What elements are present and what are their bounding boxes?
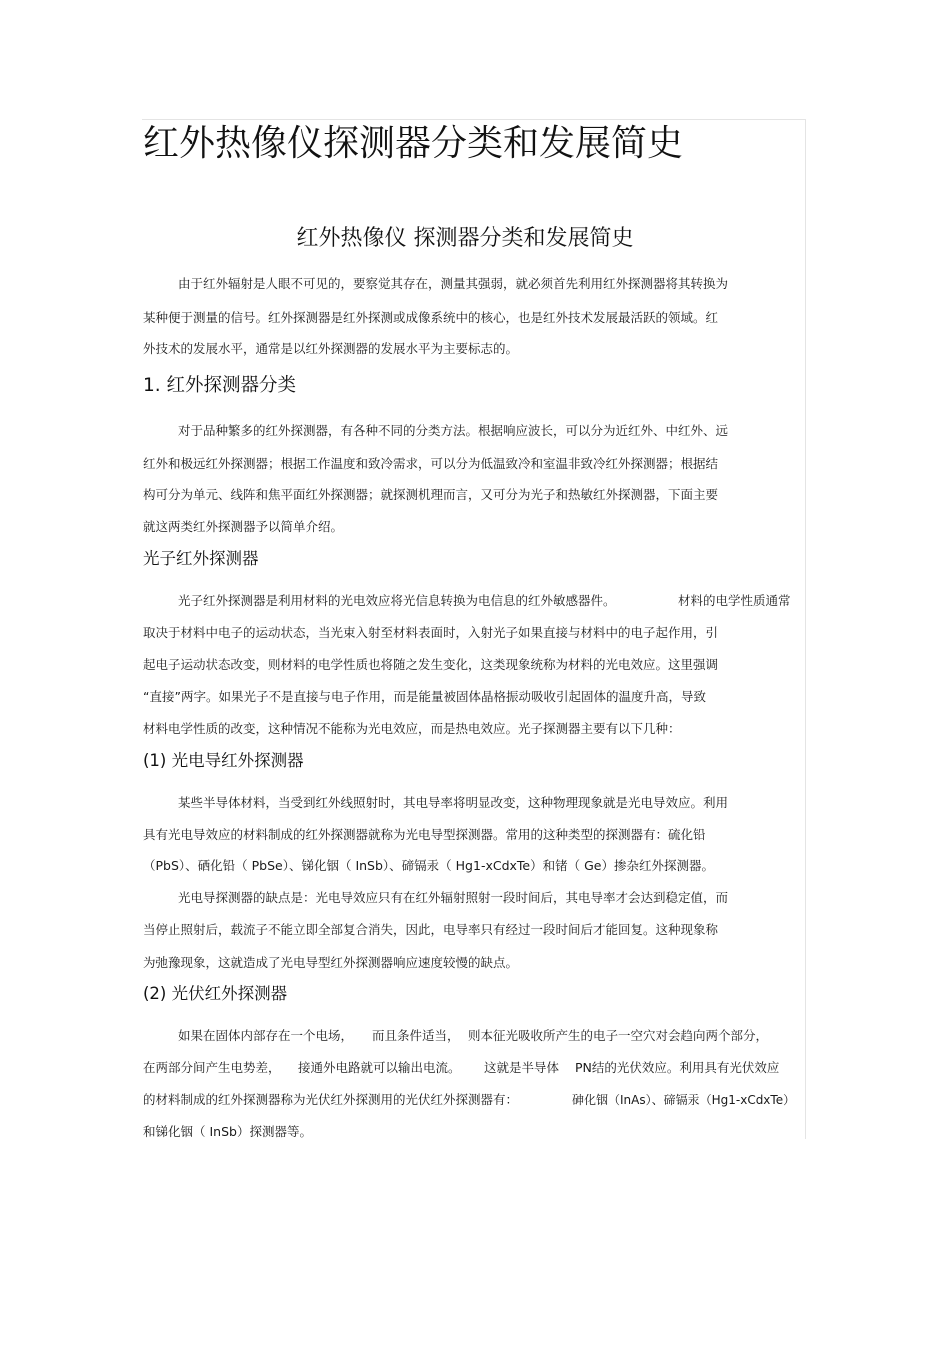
photon-line: 取决于材料中电子的运动状态，当光束入射至材料表面时，入射光子如果直接与材料中的电子起作用，引 (143, 625, 719, 640)
pv-line: 接通外电路就可以输出电流。 (298, 1060, 461, 1075)
section1-line: 红外和极远红外探测器；根据工作温度和致冷需求，可以分为低温致冷和室温非致冷红外探测器；根据结 (143, 456, 719, 471)
section1-line: 就这两类红外探测器予以简单介绍。 (143, 519, 344, 534)
section-heading-photovoltaic: (2) 光伏红外探测器 (143, 984, 288, 1003)
section1-line: 对于品种繁多的红外探测器，有各种不同的分类方法。根据响应波长，可以分为近红外、中红外、远 (178, 423, 729, 438)
photon-line: 起电子运动状态改变，则材料的电学性质也将随之发生变化，这类现象统称为材料的光电效应。这里强调 (143, 657, 719, 672)
pc-line: 当停止照射后，载流子不能立即全部复合消失，因此，电导率只有经过一段时间后才能回复。这种现象称 (143, 922, 719, 937)
pv-line: 在两部分间产生电势差， (143, 1060, 281, 1075)
pc-line: 某些半导体材料，当受到红外线照射时，其电导率将明显改变，这种物理现象就是光电导效应。利用 (178, 795, 729, 810)
intro-line: 某种便于测量的信号。红外探测器是红外探测或成像系统中的核心，也是红外技术发展最活跃的领域。红 (143, 310, 719, 325)
photon-line: 光子红外探测器是利用材料的光电效应将光信息转换为电信息的红外敏感器件。 (178, 593, 616, 608)
pv-line: 的材料制成的红外探测器称为光伏红外探测用的光伏红外探测器有： (143, 1092, 519, 1107)
document-main-title: 红外热像仪探测器分类和发展简史 (143, 123, 684, 164)
pv-line: 则本征光吸收所产生的电子一空穴对会趋向两个部分， (468, 1028, 769, 1043)
photon-line: 材料电学性质的改变，这种情况不能称为光电效应，而是热电效应。光子探测器主要有以下几种： (143, 721, 681, 736)
pv-line: 这就是半导体 (484, 1060, 560, 1075)
section-heading-photon: 光子红外探测器 (143, 549, 259, 568)
photon-line: “直接”两字。如果光子不是直接与电子作用，而是能量被固体晶格振动吸收引起固体的温度升高，导致 (143, 689, 706, 704)
photon-line: 材料的电学性质通常 (678, 593, 791, 608)
intro-line: 外技术的发展水平，通常是以红外探测器的发展水平为主要标志的。 (143, 341, 519, 356)
pc-line: （PbS）、硒化铅（ PbSe）、锑化铟（ InSb）、碲镉汞（ Hg1-xCdxTe）和锗（ Ge）掺杂红外探测器。 (143, 858, 714, 873)
pc-line: 为弛豫现象，这就造成了光电导型红外探测器响应速度较慢的缺点。 (143, 955, 519, 970)
pv-line: PN结的光伏效应。利用具有光伏效应 (575, 1060, 780, 1075)
pv-line: 而且条件适当， (372, 1028, 460, 1043)
section-heading-classification: 1. 红外探测器分类 (143, 375, 297, 396)
pc-line: 具有光电导效应的材料制成的红外探测器就称为光电导型探测器。常用的这种类型的探测器有：硫化铅 (143, 827, 706, 842)
document-sub-title: 红外热像仪 探测器分类和发展简史 (296, 226, 634, 251)
pv-line: 和锑化铟（ InSb）探测器等。 (143, 1124, 312, 1139)
section1-line: 构可分为单元、线阵和焦平面红外探测器；就探测机理而言，又可分为光子和热敏红外探测器，下面主要 (143, 487, 719, 502)
intro-line: 由于红外辐射是人眼不可见的，要察觉其存在，测量其强弱，就必须首先利用红外探测器将其转换为 (178, 276, 729, 291)
section-heading-photoconductive: (1) 光电导红外探测器 (143, 751, 304, 770)
pv-line: 如果在固体内部存在一个电场， (178, 1028, 354, 1043)
pc-line: 光电导探测器的缺点是：光电导效应只有在红外辐射照射一段时间后，其电导率才会达到稳定值，而 (178, 890, 729, 905)
pv-line: 砷化铟（InAs）、碲镉汞（Hg1-xCdxTe） (572, 1093, 796, 1107)
